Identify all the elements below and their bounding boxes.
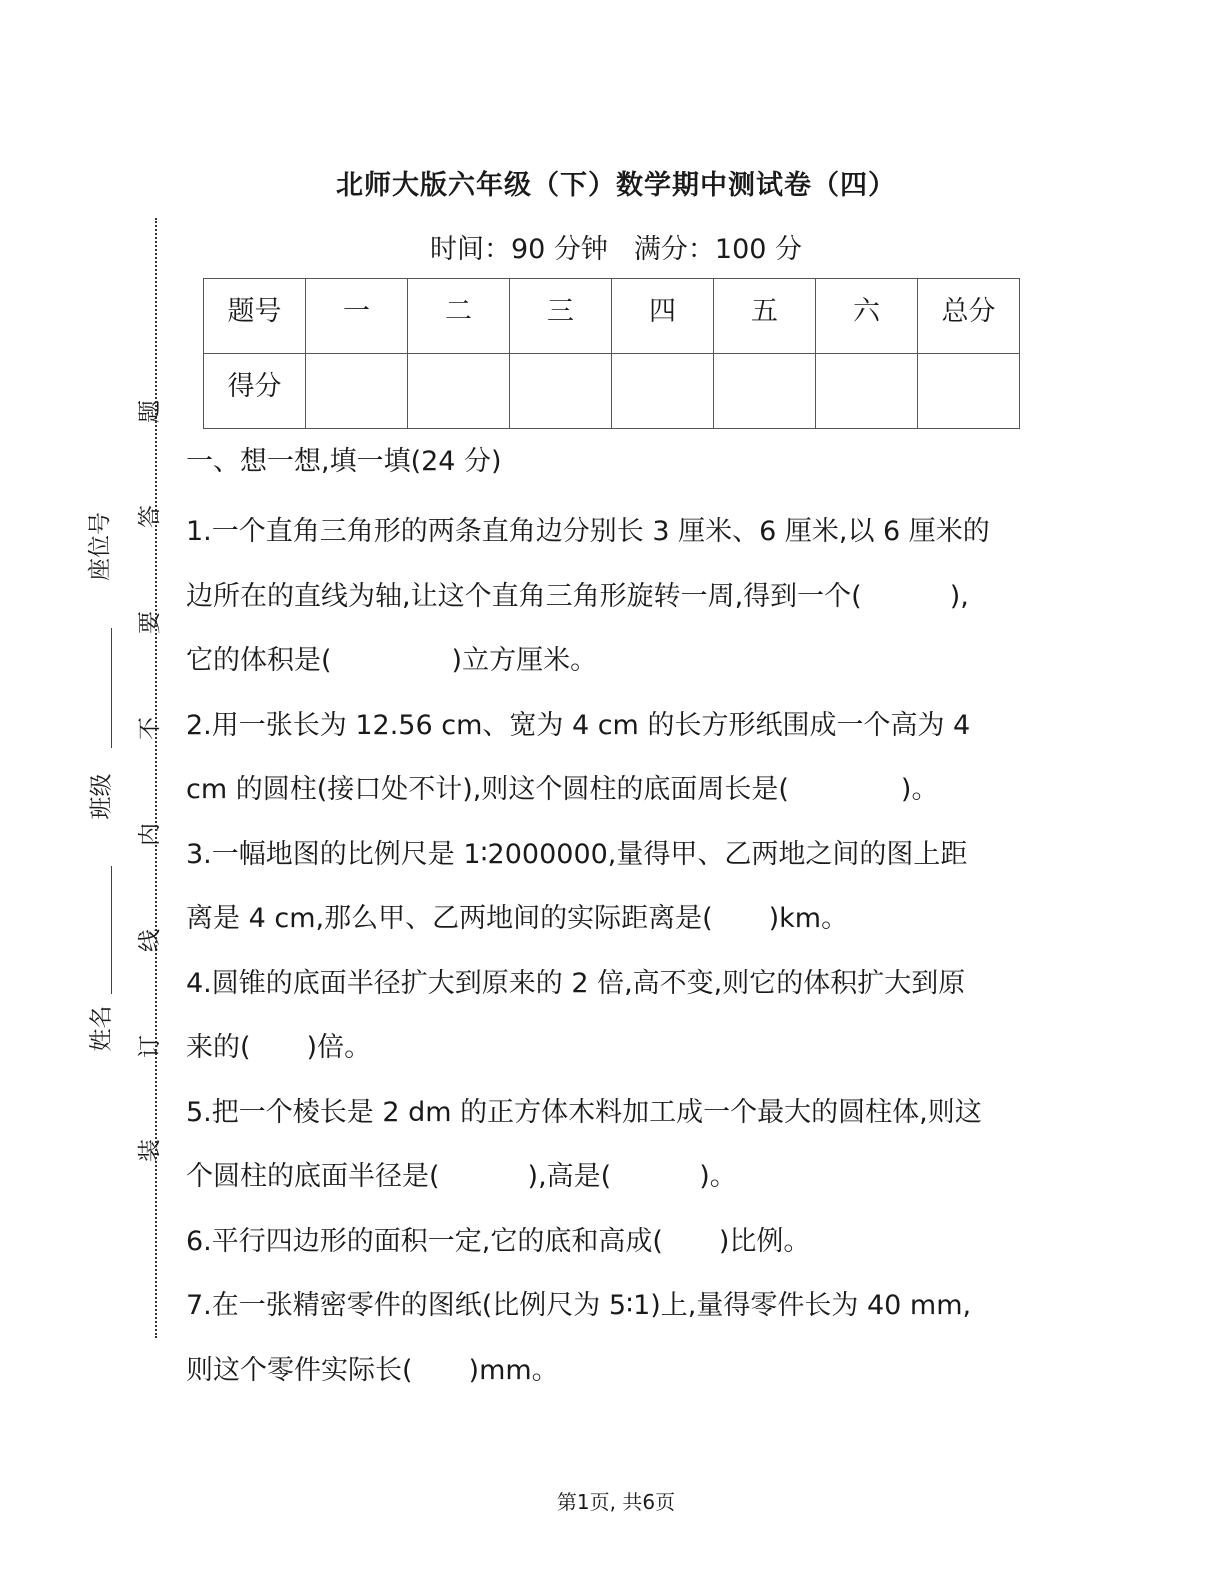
section-fill-in (186, 440, 1046, 1403)
margin-char: 不 (137, 717, 163, 740)
score-header-cell: 六 (816, 279, 918, 354)
score-table-header-row (204, 279, 1020, 354)
question-line: 个圆柱的底面半径是( ),高是( )。 (186, 1161, 737, 1192)
margin-char: 题 (137, 400, 163, 423)
question-line: 3.一幅地图的比例尺是 1∶2000000,量得甲、乙两地之间的图上距 (186, 838, 968, 870)
class-underline[interactable] (111, 628, 112, 748)
question-line: 2.用一张长为 12.56 cm、宽为 4 cm 的长方形纸围成一个高为 4 (186, 709, 971, 741)
question-line: 6.平行四边形的面积一定,它的底和高成( )比例。 (186, 1225, 811, 1257)
question-line: 它的体积是( )立方厘米。 (186, 645, 598, 676)
binding-dotted-line (155, 218, 157, 1338)
question-line: 离是 4 cm,那么甲、乙两地间的实际距离是( )km。 (186, 903, 849, 934)
question-line: cm 的圆柱(接口处不计),则这个圆柱的底面周长是( )。 (186, 774, 939, 805)
margin-char: 内 (137, 823, 163, 846)
score-header-cell: 总分 (918, 279, 1020, 354)
question-line: 来的( )倍。 (186, 1032, 372, 1063)
page-footer: 第1页, 共6页 (556, 1490, 676, 1514)
class-label: 班级 (88, 773, 115, 820)
score-header-cell: 一 (306, 279, 408, 354)
section-heading: 一、想一想,填一填(24 分) (186, 446, 502, 477)
name-underline[interactable] (111, 866, 112, 994)
score-table-score-row (204, 354, 1020, 429)
score-header-cell: 二 (408, 279, 510, 354)
margin-char: 订 (137, 1035, 163, 1058)
exam-full-score: 满分：100 分 (633, 234, 803, 265)
question-line: 4.圆锥的底面半径扩大到原来的 2 倍,高不变,则它的体积扩大到原 (186, 967, 966, 999)
question-line: 边所在的直线为轴,让这个直角三角形旋转一周,得到一个( ), (186, 580, 969, 612)
score-cell[interactable] (306, 354, 408, 429)
score-header-cell: 五 (714, 279, 816, 354)
exam-time: 时间：90 分钟 (429, 234, 608, 265)
score-table (203, 278, 1020, 429)
margin-char: 线 (137, 929, 163, 952)
question-line: 1.一个直角三角形的两条直角边分别长 3 厘米、6 厘米,以 6 厘米的 (186, 516, 990, 547)
score-header-cell: 题号 (204, 279, 306, 354)
score-cell[interactable] (714, 354, 816, 429)
page-title: 北师大版六年级（下）数学期中测试卷（四） (336, 170, 896, 201)
margin-char: 要 (137, 611, 163, 634)
margin-char: 装 (137, 1139, 163, 1162)
score-cell[interactable] (816, 354, 918, 429)
score-cell[interactable] (918, 354, 1020, 429)
score-header-cell: 四 (612, 279, 714, 354)
score-cell[interactable] (408, 354, 510, 429)
score-cell[interactable] (612, 354, 714, 429)
score-header-cell: 三 (510, 279, 612, 354)
question-line: 则这个零件实际长( )mm。 (186, 1354, 559, 1386)
exam-info (0, 227, 1232, 266)
seat-number-label: 座位号 (87, 512, 113, 581)
score-row-label: 得分 (204, 354, 306, 429)
name-label: 姓名 (88, 1005, 115, 1052)
question-line: 5.把一个棱长是 2 dm 的正方体木料加工成一个最大的圆柱体,则这 (186, 1096, 982, 1128)
score-cell[interactable] (510, 354, 612, 429)
question-line: 7.在一张精密零件的图纸(比例尺为 5∶1)上,量得零件长为 40 mm, (186, 1290, 972, 1321)
margin-char: 答 (137, 505, 163, 528)
